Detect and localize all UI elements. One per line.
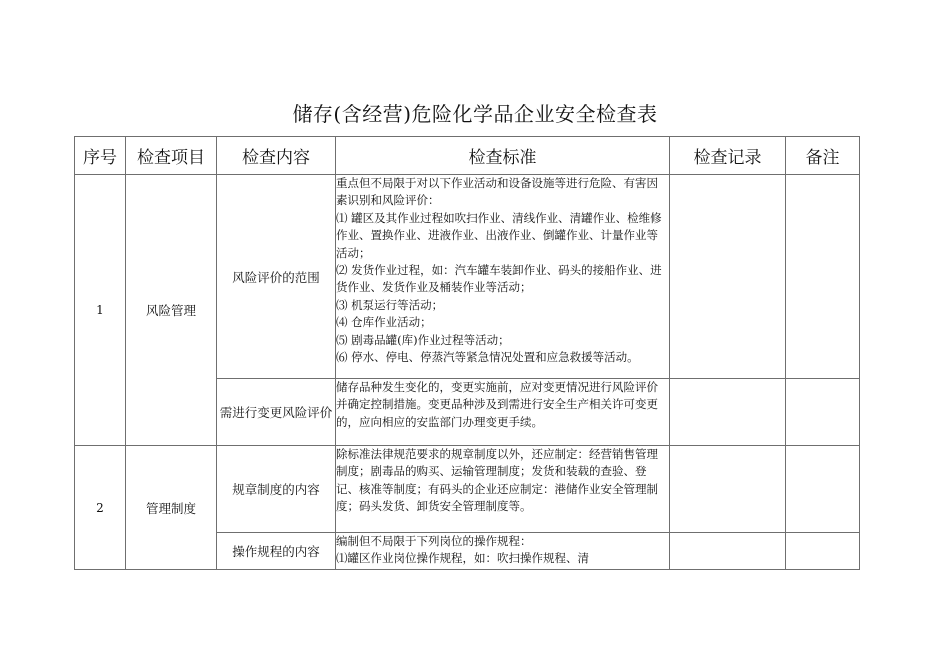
standard-cell [336, 446, 670, 533]
header-record: 检查记录 [670, 137, 786, 175]
table-row [75, 175, 860, 379]
standard-line: ⑴罐区作业岗位操作规程，如：吹扫操作规程、清 [336, 551, 589, 566]
standard-cell [336, 379, 670, 446]
remark-cell[interactable] [786, 533, 860, 570]
standard-line: ⑷ 仓库作业活动； [336, 315, 432, 330]
content-cell: 风险评价的范围 [217, 175, 336, 379]
section-item-cell: 风险管理 [126, 175, 217, 446]
record-cell[interactable] [670, 175, 786, 379]
header-content: 检查内容 [217, 137, 336, 175]
table-row [75, 446, 860, 533]
standard-line: 除标准法律规范要求的规章制度以外，还应制定：经营销售管理制度；剧毒品的购买、运输管理制度；发货和装载的查验、登记、核准等制度；有码头的企业还应制定：港储作业安全管理制度；码头发货、卸货安全管理制度等。 [336, 447, 658, 514]
section-no-cell: 2 [75, 446, 126, 570]
standard-line: ⑴ 罐区及其作业过程如吹扫作业、清线作业、清罐作业、检维修作业、置换作业、进液作业、出液作业、倒罐作业、计量作业等活动； [336, 210, 662, 260]
section-no-cell: 1 [75, 175, 126, 446]
standard-line: 编制但不局限于下列岗位的操作规程： [336, 534, 532, 548]
record-cell[interactable] [670, 379, 786, 446]
standard-cell [336, 175, 670, 379]
remark-cell[interactable] [786, 379, 860, 446]
standard-line: ⑶ 机泵运行等活动； [336, 297, 444, 312]
remark-cell[interactable] [786, 446, 860, 533]
record-cell[interactable] [670, 446, 786, 533]
safety-check-table [74, 136, 860, 570]
header-remark: 备注 [786, 137, 860, 175]
remark-cell[interactable] [786, 175, 860, 379]
header-standard: 检查标准 [336, 137, 670, 175]
standard-line: ⑸ 剧毒品罐(库)作业过程等活动； [336, 332, 510, 347]
standard-line: ⑹ 停水、停电、停蒸汽等紧急情况处置和应急救援等活动。 [336, 350, 639, 365]
standard-cell-clip [336, 533, 669, 567]
record-cell[interactable] [670, 533, 786, 570]
header-no: 序号 [75, 137, 126, 175]
content-cell: 规章制度的内容 [217, 446, 336, 533]
standard-cell [336, 533, 670, 570]
section-item-cell: 管理制度 [126, 446, 217, 570]
standard-line: 储存品种发生变化的，变更实施前，应对变更情况进行风险评价并确定控制措施。变更品种涉及到需进行安全生产相关许可变更的，应向相应的安监部门办理变更手续。 [336, 380, 658, 429]
standard-line: 重点但不局限于对以下作业活动和设备设施等进行危险、有害因素识别和风险评价： [336, 176, 658, 208]
header-item: 检查项目 [126, 137, 217, 175]
standard-line: ⑵ 发货作业过程，如：汽车罐车装卸作业、码头的接船作业、进货作业、发货作业及桶装作业等活动； [336, 263, 662, 295]
content-cell: 需进行变更风险评价 [217, 379, 336, 446]
document-title: 储存(含经营)危险化学品企业安全检查表 [292, 102, 658, 126]
content-cell: 操作规程的内容 [217, 533, 336, 570]
header-row [75, 137, 860, 175]
